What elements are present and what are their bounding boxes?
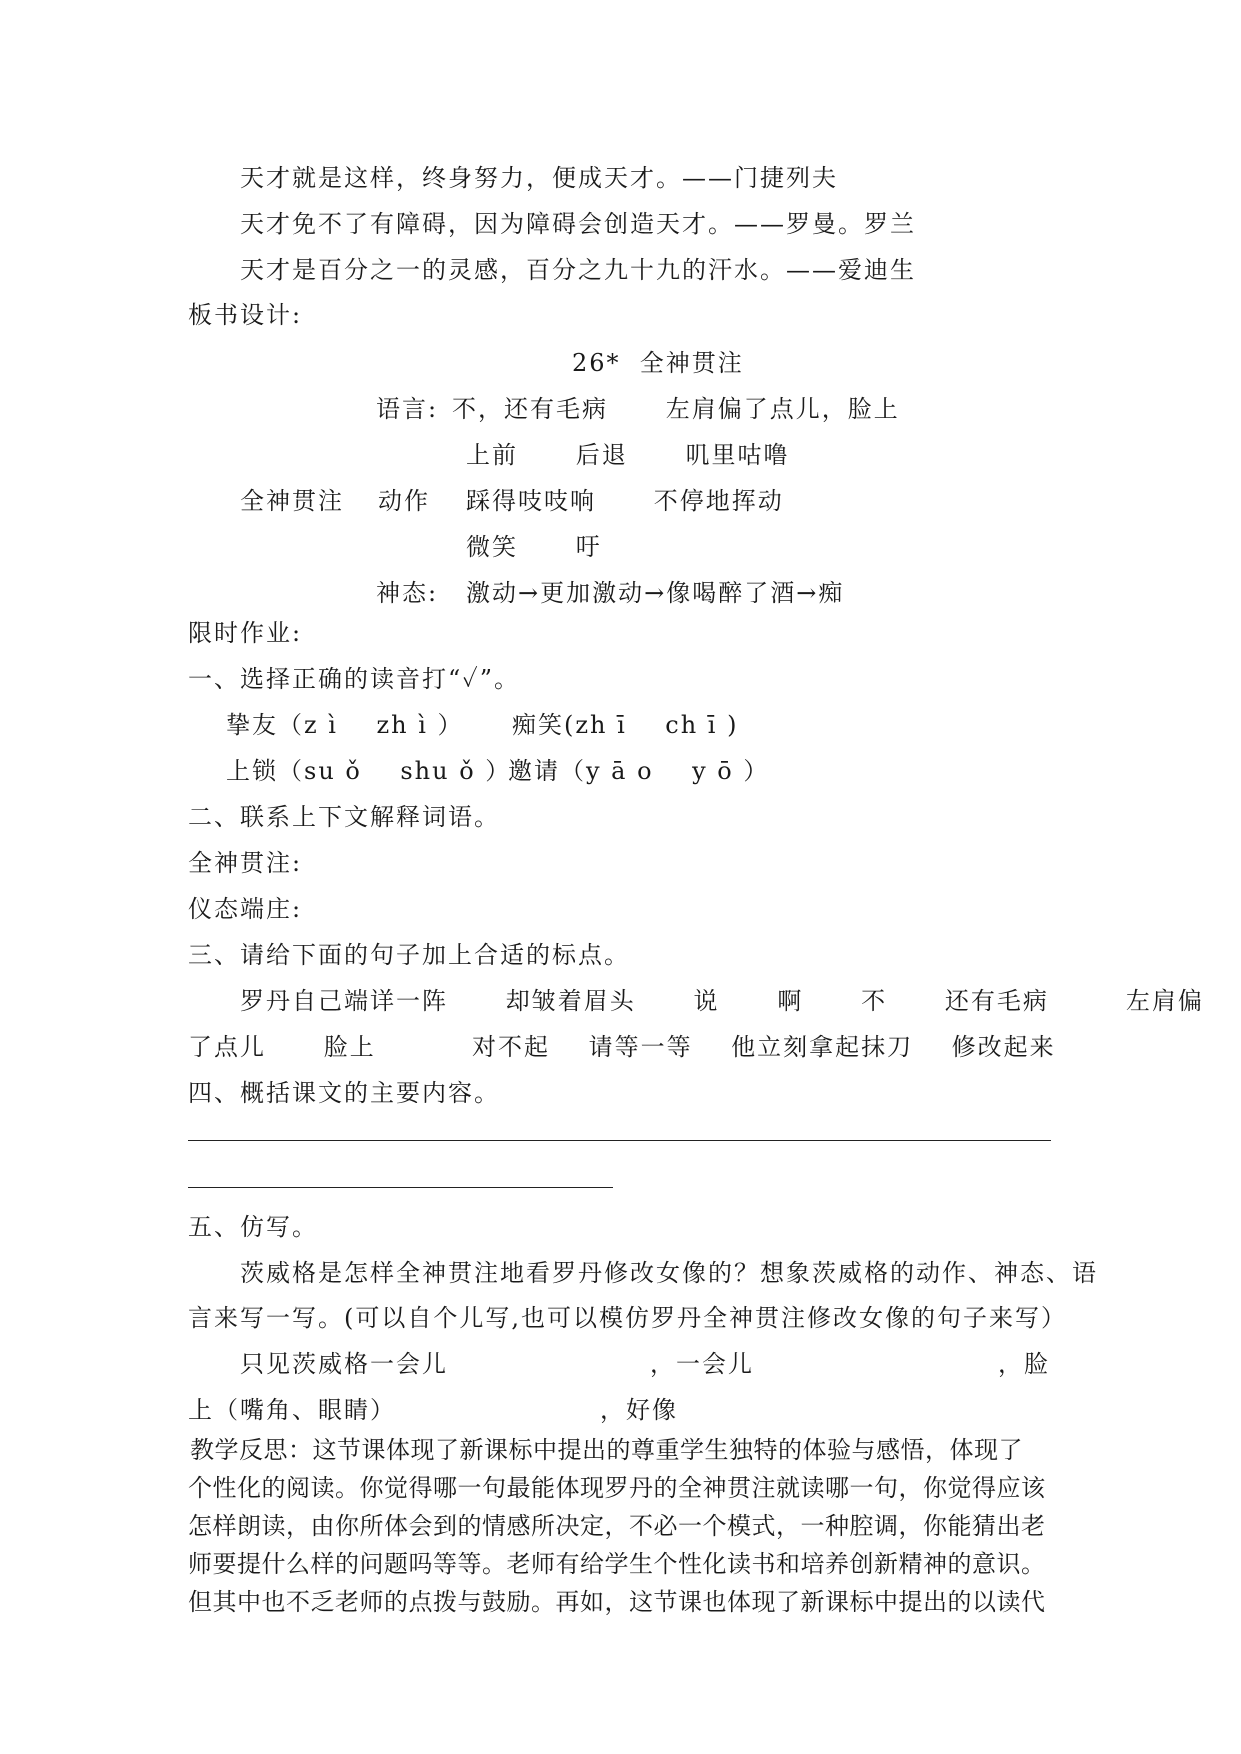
board-center-label: 全神贯注 — [240, 487, 344, 515]
q1-row1-right: 痴笑(zh ī ch ī ) — [512, 711, 739, 739]
q5-title: 五、仿写。 — [188, 1213, 318, 1241]
q1-title: 一、选择正确的读音打“✓”。 — [188, 665, 521, 693]
q2-item-2: 仪态端庄: — [188, 895, 303, 923]
board-row-2: 上前 后退 叽里咕噜 — [466, 441, 790, 469]
answer-line-2 — [188, 1187, 613, 1188]
q5-fill-1b: ，一会儿 — [650, 1350, 754, 1378]
board-heading: 板书设计: — [188, 301, 303, 329]
board-expression-label: 神态: — [376, 579, 439, 607]
q4-title: 四、概括课文的主要内容。 — [188, 1079, 500, 1107]
quote-2: 天才免不了有障碍，因为障碍会创造天才。——罗曼。罗兰 — [240, 210, 916, 238]
q3-sentence-line-1: 罗丹自己端详一阵 却皱着眉头 说 啊 不 还有毛病 左肩偏 — [240, 987, 1204, 1015]
q5-paragraph-line-1: 茨威格是怎样全神贯注地看罗丹修改女像的？想象茨威格的动作、神态、语 — [240, 1259, 1098, 1287]
board-expression-items: 激动→更加激动→像喝醉了酒→痴 — [466, 579, 845, 607]
q3-sentence-line-2: 了点儿 脸上 对不起 请等一等 他立刻拿起抹刀 修改起来 — [188, 1033, 1056, 1061]
board-row-4: 微笑 吁 — [466, 533, 602, 561]
q1-row2-right: 邀请（y ā o y ō ） — [508, 757, 770, 785]
q5-fill-1a: 只见茨威格一会儿 — [240, 1350, 448, 1378]
reflection-line-5: 但其中也不乏老师的点拨与鼓励。再如，这节课也体现了新课标中提出的以读代 — [188, 1588, 1046, 1616]
quote-1: 天才就是这样，终身努力，便成天才。——门捷列夫 — [240, 164, 838, 192]
board-action-items: 踩得吱吱响 不停地挥动 — [466, 487, 784, 515]
quote-3: 天才是百分之一的灵感，百分之九十九的汗水。——爱迪生 — [240, 256, 916, 284]
q5-fill-2a: 上（嘴角、眼睛） — [188, 1396, 396, 1424]
q3-title: 三、请给下面的句子加上合适的标点。 — [188, 941, 630, 969]
q5-fill-1c: ，脸 — [998, 1350, 1050, 1378]
board-language-items: 不，还有毛病 左肩偏了点儿，脸上 — [452, 395, 900, 423]
q5-fill-2b: ，好像 — [600, 1396, 678, 1424]
q5-paragraph-line-2: 言来写一写。(可以自个儿写,也可以模仿罗丹全神贯注修改女像的句子来写） — [188, 1304, 1067, 1332]
q1-row2-left: 上锁（su ǒ shu ǒ ） — [226, 757, 512, 785]
board-language-label: 语言: — [376, 395, 439, 423]
board-title: 26* 全神贯注 — [572, 349, 744, 377]
reflection-line-3: 怎样朗读，由你所体会到的情感所决定，不必一个模式，一种腔调，你能猜出老 — [188, 1512, 1046, 1540]
homework-heading: 限时作业: — [188, 619, 303, 647]
reflection-line-1: 教学反思：这节课体现了新课标中提出的尊重学生独特的体验与感悟，体现了 — [190, 1436, 1023, 1464]
reflection-line-4: 师要提什么样的问题吗等等。老师有给学生个性化读书和培养创新精神的意识。 — [188, 1550, 1046, 1578]
q1-row1-left: 挚友（z ì zh ì ） — [226, 711, 464, 739]
q2-item-1: 全神贯注: — [188, 849, 303, 877]
board-action-label: 动作 — [378, 487, 430, 515]
q2-title: 二、联系上下文解释词语。 — [188, 803, 500, 831]
answer-line-1 — [188, 1140, 1051, 1141]
reflection-line-2: 个性化的阅读。你觉得哪一句最能体现罗丹的全神贯注就读哪一句，你觉得应该 — [188, 1474, 1046, 1502]
